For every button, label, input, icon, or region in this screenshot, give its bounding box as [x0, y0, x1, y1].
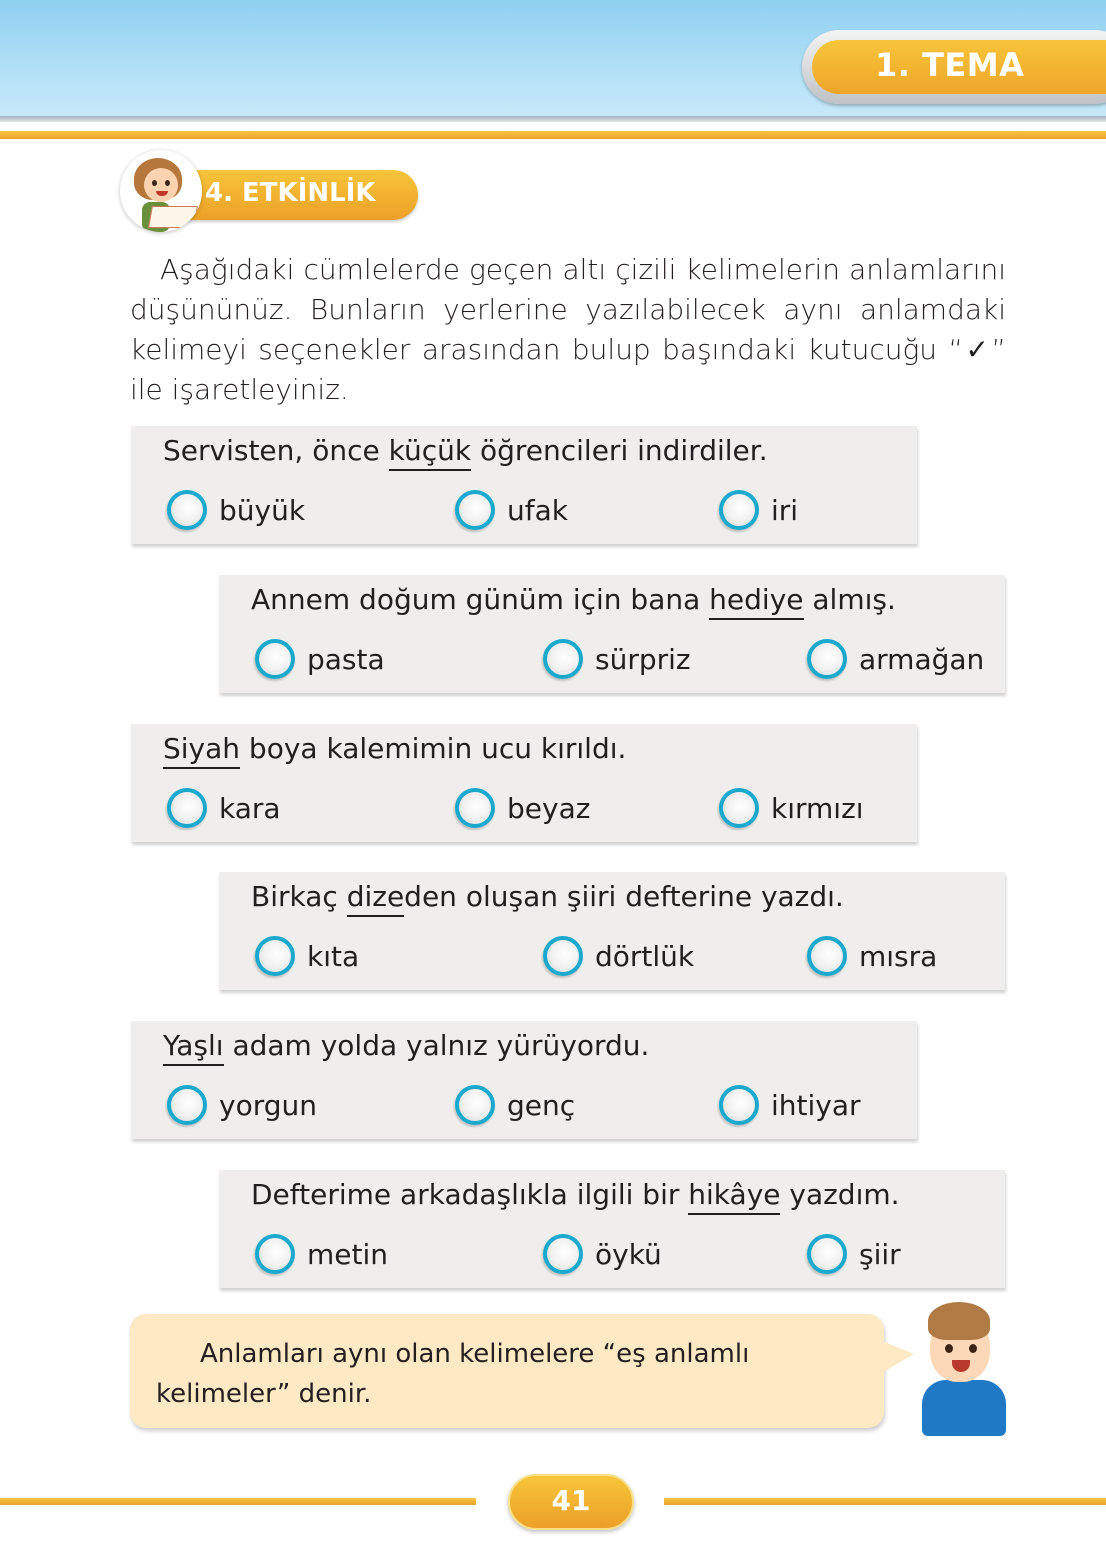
question-panel-4 [219, 872, 1005, 990]
boy-character-icon [912, 1300, 1012, 1440]
footer-line-left [0, 1498, 476, 1505]
checkbox-circle[interactable] [719, 490, 759, 530]
option-2[interactable]: ufak [455, 486, 568, 534]
underlined-word: hikâye [688, 1178, 780, 1215]
checkbox-circle[interactable] [543, 1234, 583, 1274]
option-3[interactable]: mısra [807, 932, 937, 980]
option-3[interactable]: şiir [807, 1230, 901, 1278]
page-number: 41 [551, 1484, 591, 1517]
info-note [156, 1334, 868, 1414]
option-2[interactable]: genç [455, 1081, 575, 1129]
info-note-text: Anlamları aynı olan kelimelere “eş anlamlı kelimeler” denir. [156, 1339, 750, 1409]
speech-bubble-tail [880, 1340, 914, 1374]
header-orange-stripe [0, 131, 1106, 139]
header-divider [0, 116, 1106, 122]
option-1[interactable]: büyük [167, 486, 305, 534]
underlined-word: hediye [709, 583, 803, 620]
option-2[interactable]: sürpriz [543, 635, 691, 683]
checkbox-circle[interactable] [719, 788, 759, 828]
checkbox-circle[interactable] [167, 788, 207, 828]
checkbox-circle[interactable] [807, 639, 847, 679]
question-sentence: Servisten, önce küçük öğrencileri indirdiler. [163, 434, 768, 467]
girl-writing-icon [120, 150, 202, 232]
option-3[interactable]: kırmızı [719, 784, 864, 832]
footer-line-right [664, 1498, 1106, 1505]
question-sentence: Siyah boya kalemimin ucu kırıldı. [163, 732, 626, 765]
checkbox-circle[interactable] [455, 788, 495, 828]
checkbox-circle[interactable] [255, 1234, 295, 1274]
option-3[interactable]: iri [719, 486, 798, 534]
checkbox-circle[interactable] [455, 1085, 495, 1125]
checkbox-circle[interactable] [719, 1085, 759, 1125]
question-sentence: Birkaç dizeden oluşan şiiri defterine yazdı. [251, 880, 844, 913]
option-3[interactable]: ihtiyar [719, 1081, 861, 1129]
question-sentence: Annem doğum günüm için bana hediye almış. [251, 583, 896, 616]
underlined-word: Yaşlı [163, 1029, 224, 1066]
underlined-word: dize [347, 880, 404, 917]
question-panel-5 [131, 1021, 917, 1139]
checkbox-circle[interactable] [807, 936, 847, 976]
question-sentence: Yaşlı adam yolda yalnız yürüyordu. [163, 1029, 649, 1062]
checkbox-circle[interactable] [543, 936, 583, 976]
question-panel-1 [131, 426, 917, 544]
option-2[interactable]: dörtlük [543, 932, 694, 980]
question-sentence: Defterime arkadaşlıkla ilgili bir hikâye yazdım. [251, 1178, 900, 1211]
option-1[interactable]: pasta [255, 635, 385, 683]
checkbox-circle[interactable] [255, 936, 295, 976]
underlined-word: küçük [389, 434, 471, 471]
underlined-word: Siyah [163, 732, 240, 769]
option-3[interactable]: armağan [807, 635, 984, 683]
checkbox-circle[interactable] [167, 490, 207, 530]
theme-label: 1. TEMA [875, 46, 1025, 84]
question-panel-6 [219, 1170, 1005, 1288]
option-1[interactable]: metin [255, 1230, 388, 1278]
question-panel-2 [219, 575, 1005, 693]
option-2[interactable]: beyaz [455, 784, 590, 832]
option-1[interactable]: kara [167, 784, 281, 832]
checkbox-circle[interactable] [807, 1234, 847, 1274]
checkbox-circle[interactable] [167, 1085, 207, 1125]
option-1[interactable]: yorgun [167, 1081, 317, 1129]
option-2[interactable]: öykü [543, 1230, 662, 1278]
checkbox-circle[interactable] [255, 639, 295, 679]
checkbox-circle[interactable] [455, 490, 495, 530]
activity-label: 4. ETKİNLİK [205, 178, 376, 208]
option-1[interactable]: kıta [255, 932, 359, 980]
checkbox-circle[interactable] [543, 639, 583, 679]
instructions-paragraph [130, 250, 1006, 410]
instructions-text: Aşağıdaki cümlelerde geçen altı çizili kelimelerin anlamlarını düşününüz. Bunların yerlerine yazılabilecek aynı anlamdaki kelimeyi seçenekler arasından bulup başındaki kutucuğu “✓” ile işaretleyiniz. [130, 253, 1006, 406]
question-panel-3 [131, 724, 917, 842]
